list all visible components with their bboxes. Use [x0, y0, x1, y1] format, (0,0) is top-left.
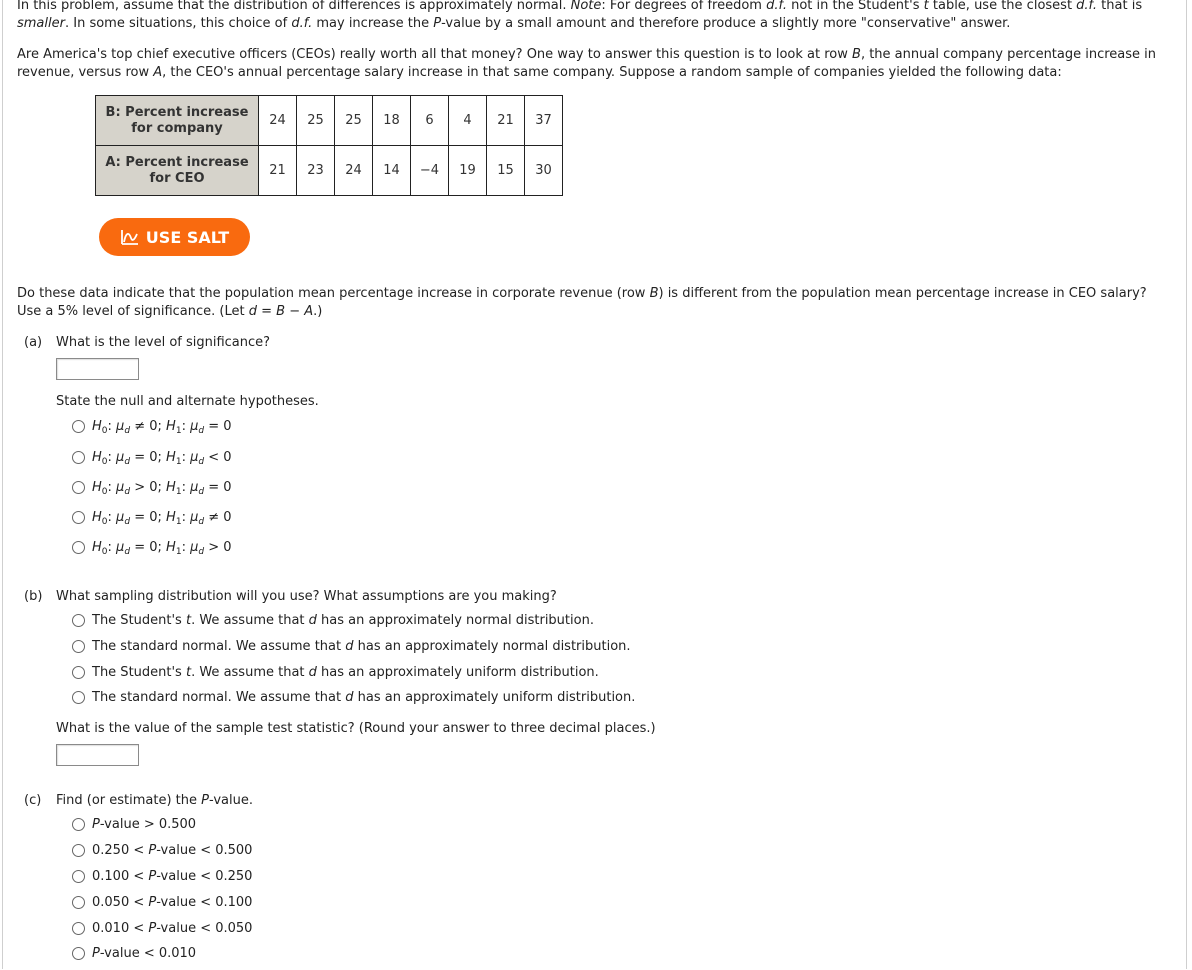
option-text: 0.010 < P-value < 0.050	[92, 920, 253, 936]
p-value-option-4[interactable]	[72, 893, 252, 911]
hypothesis-option-5[interactable]	[72, 538, 232, 556]
distribution-option-4[interactable]	[72, 688, 635, 706]
part-a-question: What is the level of significance?	[56, 335, 271, 350]
table-cell: 24	[259, 96, 297, 146]
distribution-option-2[interactable]	[72, 637, 631, 655]
use-salt-button[interactable]	[99, 218, 250, 256]
option-text: The Student's t. We assume that d has an approximately normal distribution.	[92, 612, 594, 628]
distribution-option-1[interactable]	[72, 611, 594, 629]
option-text: The standard normal. We assume that d has an approximately uniform distribution.	[92, 689, 636, 705]
distribution-option-3[interactable]	[72, 663, 599, 681]
table-cell: 21	[487, 96, 525, 146]
radio-button[interactable]	[72, 818, 85, 831]
table-cell: 19	[449, 146, 487, 196]
data-table	[95, 95, 563, 196]
option-text: 0.250 < P-value < 0.500	[92, 842, 253, 858]
hypothesis-option-1[interactable]	[72, 417, 232, 435]
table-cell: 15	[487, 146, 525, 196]
hypothesis-text: $H_0$: $\mu_d = 0$; $H_1$: $\mu_d > 0$	[92, 539, 232, 557]
hypothesis-option-4[interactable]	[72, 508, 232, 526]
table-cell: 25	[297, 96, 335, 146]
table-cell: 24	[335, 146, 373, 196]
row-a-label: A: Percent increase for CEO	[96, 146, 259, 196]
intro-para2-line-2: revenue, versus row A, the CEO's annual percentage salary increase in that same company. Suppose a random sample of companies yielded the following data:	[17, 65, 1062, 80]
hypothesis-option-2[interactable]	[72, 448, 232, 466]
intro-line-1: In this problem, assume that the distribution of differences is approximately normal. Note: For degrees of freedom d.f. not in the Student's t table, use the closest d.f. that is	[17, 0, 1143, 13]
p-value-option-2[interactable]	[72, 841, 252, 859]
option-text: The standard normal. We assume that d has an approximately normal distribution.	[92, 638, 631, 654]
option-text: P-value < 0.010	[92, 945, 197, 961]
p-value-option-3[interactable]	[72, 867, 252, 885]
table-cell: 37	[525, 96, 563, 146]
hypothesis-text: $H_0$: $\mu_d \ne 0$; $H_1$: $\mu_d = 0$	[92, 418, 232, 436]
radio-button[interactable]	[72, 666, 85, 679]
radio-button[interactable]	[72, 844, 85, 857]
radio-button[interactable]	[72, 896, 85, 909]
part-a-label: (a)	[24, 335, 43, 350]
table-cell: −4	[411, 146, 449, 196]
question-line-2: Use a 5% level of significance. (Let d = B − A.)	[17, 304, 323, 319]
radio-button[interactable]	[72, 614, 85, 627]
p-value-option-5[interactable]	[72, 919, 252, 937]
part-c-label: (c)	[24, 793, 42, 808]
radio-button[interactable]	[72, 451, 85, 464]
hypothesis-option-3[interactable]	[72, 478, 232, 496]
table-row-a	[96, 146, 563, 196]
option-text: P-value > 0.500	[92, 816, 197, 832]
table-cell: 30	[525, 146, 563, 196]
radio-button[interactable]	[72, 541, 85, 554]
radio-button[interactable]	[72, 511, 85, 524]
use-salt-label: USE SALT	[145, 227, 230, 247]
question-line-1: Do these data indicate that the population mean percentage increase in corporate revenue (row B) is different from the population mean percentage increase in CEO salary?	[17, 286, 1147, 301]
table-cell: 14	[373, 146, 411, 196]
salt-chart-icon	[120, 228, 140, 246]
part-b-label: (b)	[24, 589, 43, 604]
option-text: 0.100 < P-value < 0.250	[92, 868, 253, 884]
p-value-option-1[interactable]	[72, 815, 196, 833]
significance-level-input[interactable]	[56, 358, 139, 380]
table-cell: 4	[449, 96, 487, 146]
intro-para2-line-1: Are America's top chief executive officers (CEOs) really worth all that money? One way to answer this question is to look at row B, the annual company percentage increase in	[17, 47, 1157, 62]
hypothesis-text: $H_0$: $\mu_d = 0$; $H_1$: $\mu_d < 0$	[92, 449, 232, 467]
test-statistic-input[interactable]	[56, 744, 139, 766]
test-statistic-prompt: What is the value of the sample test statistic? (Round your answer to three decimal places.)	[56, 721, 656, 736]
table-cell: 23	[297, 146, 335, 196]
hypothesis-text: $H_0$: $\mu_d = 0$; $H_1$: $\mu_d \ne 0$	[92, 509, 232, 527]
hypotheses-prompt: State the null and alternate hypotheses.	[56, 394, 319, 409]
part-c-question: Find (or estimate) the P-value.	[56, 793, 253, 808]
radio-button[interactable]	[72, 481, 85, 494]
table-cell: 18	[373, 96, 411, 146]
intro-line-2: smaller. In some situations, this choice of d.f. may increase the P-value by a small amount and therefore produce a slightly more "conservative" answer.	[17, 16, 1011, 31]
table-cell: 6	[411, 96, 449, 146]
radio-button[interactable]	[72, 640, 85, 653]
p-value-option-6[interactable]	[72, 944, 196, 962]
radio-button[interactable]	[72, 870, 85, 883]
option-text: 0.050 < P-value < 0.100	[92, 894, 253, 910]
row-b-label: B: Percent increase for company	[96, 96, 259, 146]
radio-button[interactable]	[72, 420, 85, 433]
radio-button[interactable]	[72, 691, 85, 704]
table-cell: 21	[259, 146, 297, 196]
hypothesis-text: $H_0$: $\mu_d > 0$; $H_1$: $\mu_d = 0$	[92, 479, 232, 497]
table-cell: 25	[335, 96, 373, 146]
option-text: The Student's t. We assume that d has an approximately uniform distribution.	[92, 664, 599, 680]
radio-button[interactable]	[72, 947, 85, 960]
table-row-b	[96, 96, 563, 146]
part-b-question: What sampling distribution will you use? What assumptions are you making?	[56, 589, 557, 604]
radio-button[interactable]	[72, 922, 85, 935]
